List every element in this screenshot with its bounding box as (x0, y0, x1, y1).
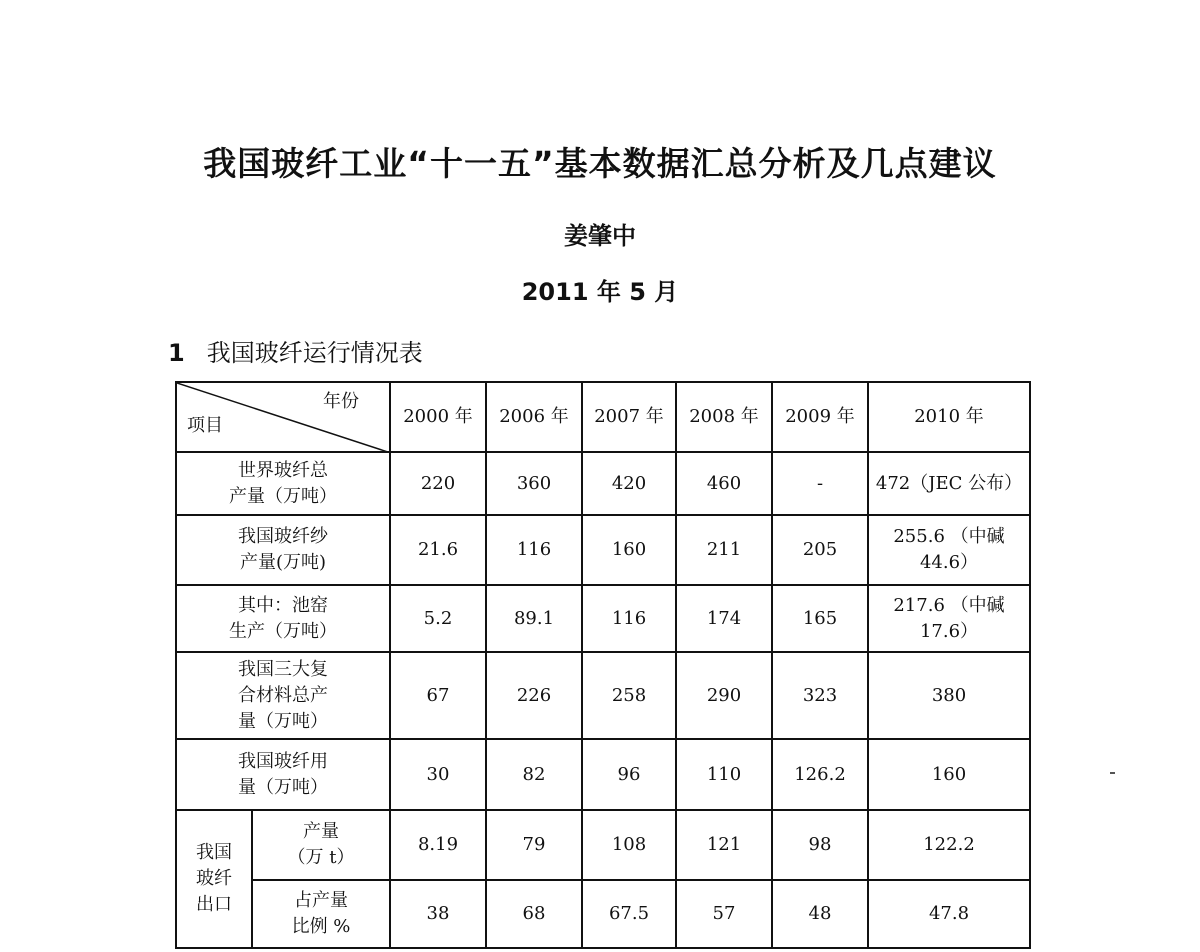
table-cell: 211 (676, 515, 772, 585)
table-cell: 160 (582, 515, 676, 585)
table-cell: - (772, 452, 868, 515)
table-row (176, 585, 1030, 652)
table-cell: 67 (390, 652, 486, 739)
table-cell: 5.2 (390, 585, 486, 652)
year-header: 2000 年 (390, 382, 486, 452)
table-cell: 160 (868, 739, 1030, 810)
table-cell: 122.2 (868, 810, 1030, 880)
row-label-line: 出口 (196, 894, 232, 915)
row-label (176, 452, 390, 515)
row-label (252, 810, 390, 880)
table-cell: 116 (582, 585, 676, 652)
row-label-line: 合材料总产 (238, 684, 328, 706)
author-name: 姜肇中 (564, 222, 636, 250)
table-row (176, 810, 1030, 880)
table-row (176, 739, 1030, 810)
table-cell: 323 (772, 652, 868, 739)
table-cell: 38 (390, 880, 486, 948)
table-cell: 360 (486, 452, 582, 515)
year-header: 2008 年 (676, 382, 772, 452)
section-title: 我国玻纤运行情况表 (206, 339, 423, 367)
header-row (176, 382, 1030, 452)
table-cell: 420 (582, 452, 676, 515)
row-label (176, 652, 390, 739)
table-cell: 220 (390, 452, 486, 515)
table-cell: 205 (772, 515, 868, 585)
row-label-line: 世界玻纤总 (238, 459, 328, 481)
table-cell: 89.1 (486, 585, 582, 652)
corner-cell (176, 382, 390, 452)
row-label-line: 产量 (303, 821, 339, 842)
scan-speck (1110, 772, 1115, 774)
table-cell: 290 (676, 652, 772, 739)
row-label-line: 量（万吨） (238, 710, 328, 732)
row-label-line: 产量(万吨) (239, 552, 327, 573)
row-label (176, 585, 390, 652)
table-cell: 217.6 （中碱 17.6） (868, 585, 1030, 652)
row-label-line: 我国玻纤用 (238, 750, 328, 772)
section-heading (168, 333, 423, 368)
table-row (176, 515, 1030, 585)
table-cell: 57 (676, 880, 772, 948)
row-label-line: 我国三大复 (238, 658, 328, 680)
table-cell: 48 (772, 880, 868, 948)
row-label-line: 产量（万吨） (229, 485, 337, 507)
row-label-line: 其中：池窑 (238, 594, 328, 616)
row-label (176, 515, 390, 585)
export-group-label (176, 810, 252, 948)
table-cell: 21.6 (390, 515, 486, 585)
table-cell: 460 (676, 452, 772, 515)
row-label-line: 玻纤 (196, 868, 232, 889)
year-header: 2006 年 (486, 382, 582, 452)
table-cell: 255.6 （中碱 44.6） (868, 515, 1030, 585)
table-cell: 30 (390, 739, 486, 810)
table-cell: 79 (486, 810, 582, 880)
row-label-line: 占产量 (294, 890, 348, 911)
table-cell: 380 (868, 652, 1030, 739)
table-row (176, 880, 1030, 948)
row-label (176, 739, 390, 810)
table-cell: 8.19 (390, 810, 486, 880)
row-label-line: 量（万吨） (238, 776, 328, 798)
year-header: 2010 年 (868, 382, 1030, 452)
year-header: 2007 年 (582, 382, 676, 452)
document-date: 2011 年 5 月 (521, 278, 679, 306)
row-label-line: 生产（万吨） (229, 620, 337, 642)
row-label-line: 我国 (196, 842, 232, 863)
row-label-line: （万 t） (287, 847, 355, 868)
row-label (252, 880, 390, 948)
corner-year-label: 年份 (323, 391, 359, 412)
table-cell: 165 (772, 585, 868, 652)
table-row (176, 652, 1030, 739)
table-cell: 67.5 (582, 880, 676, 948)
year-header: 2009 年 (772, 382, 868, 452)
table-cell: 47.8 (868, 880, 1030, 948)
table-cell: 108 (582, 810, 676, 880)
section-number: 1 (168, 339, 185, 367)
table-cell: 96 (582, 739, 676, 810)
corner-item-label: 项目 (187, 415, 223, 436)
table-cell: 116 (486, 515, 582, 585)
glass-fiber-table (175, 381, 1031, 949)
table-cell: 126.2 (772, 739, 868, 810)
table-cell: 121 (676, 810, 772, 880)
table-row (176, 452, 1030, 515)
document-title: 我国玻纤工业“十一五”基本数据汇总分析及几点建议 (203, 144, 997, 183)
table-cell: 98 (772, 810, 868, 880)
table-cell: 472（JEC 公布） (868, 452, 1030, 515)
table-cell: 226 (486, 652, 582, 739)
table-cell: 258 (582, 652, 676, 739)
row-label-line: 比例 % (291, 916, 351, 937)
table-cell: 174 (676, 585, 772, 652)
table-cell: 82 (486, 739, 582, 810)
table-cell: 110 (676, 739, 772, 810)
row-label-line: 我国玻纤纱 (238, 526, 328, 547)
table-cell: 68 (486, 880, 582, 948)
